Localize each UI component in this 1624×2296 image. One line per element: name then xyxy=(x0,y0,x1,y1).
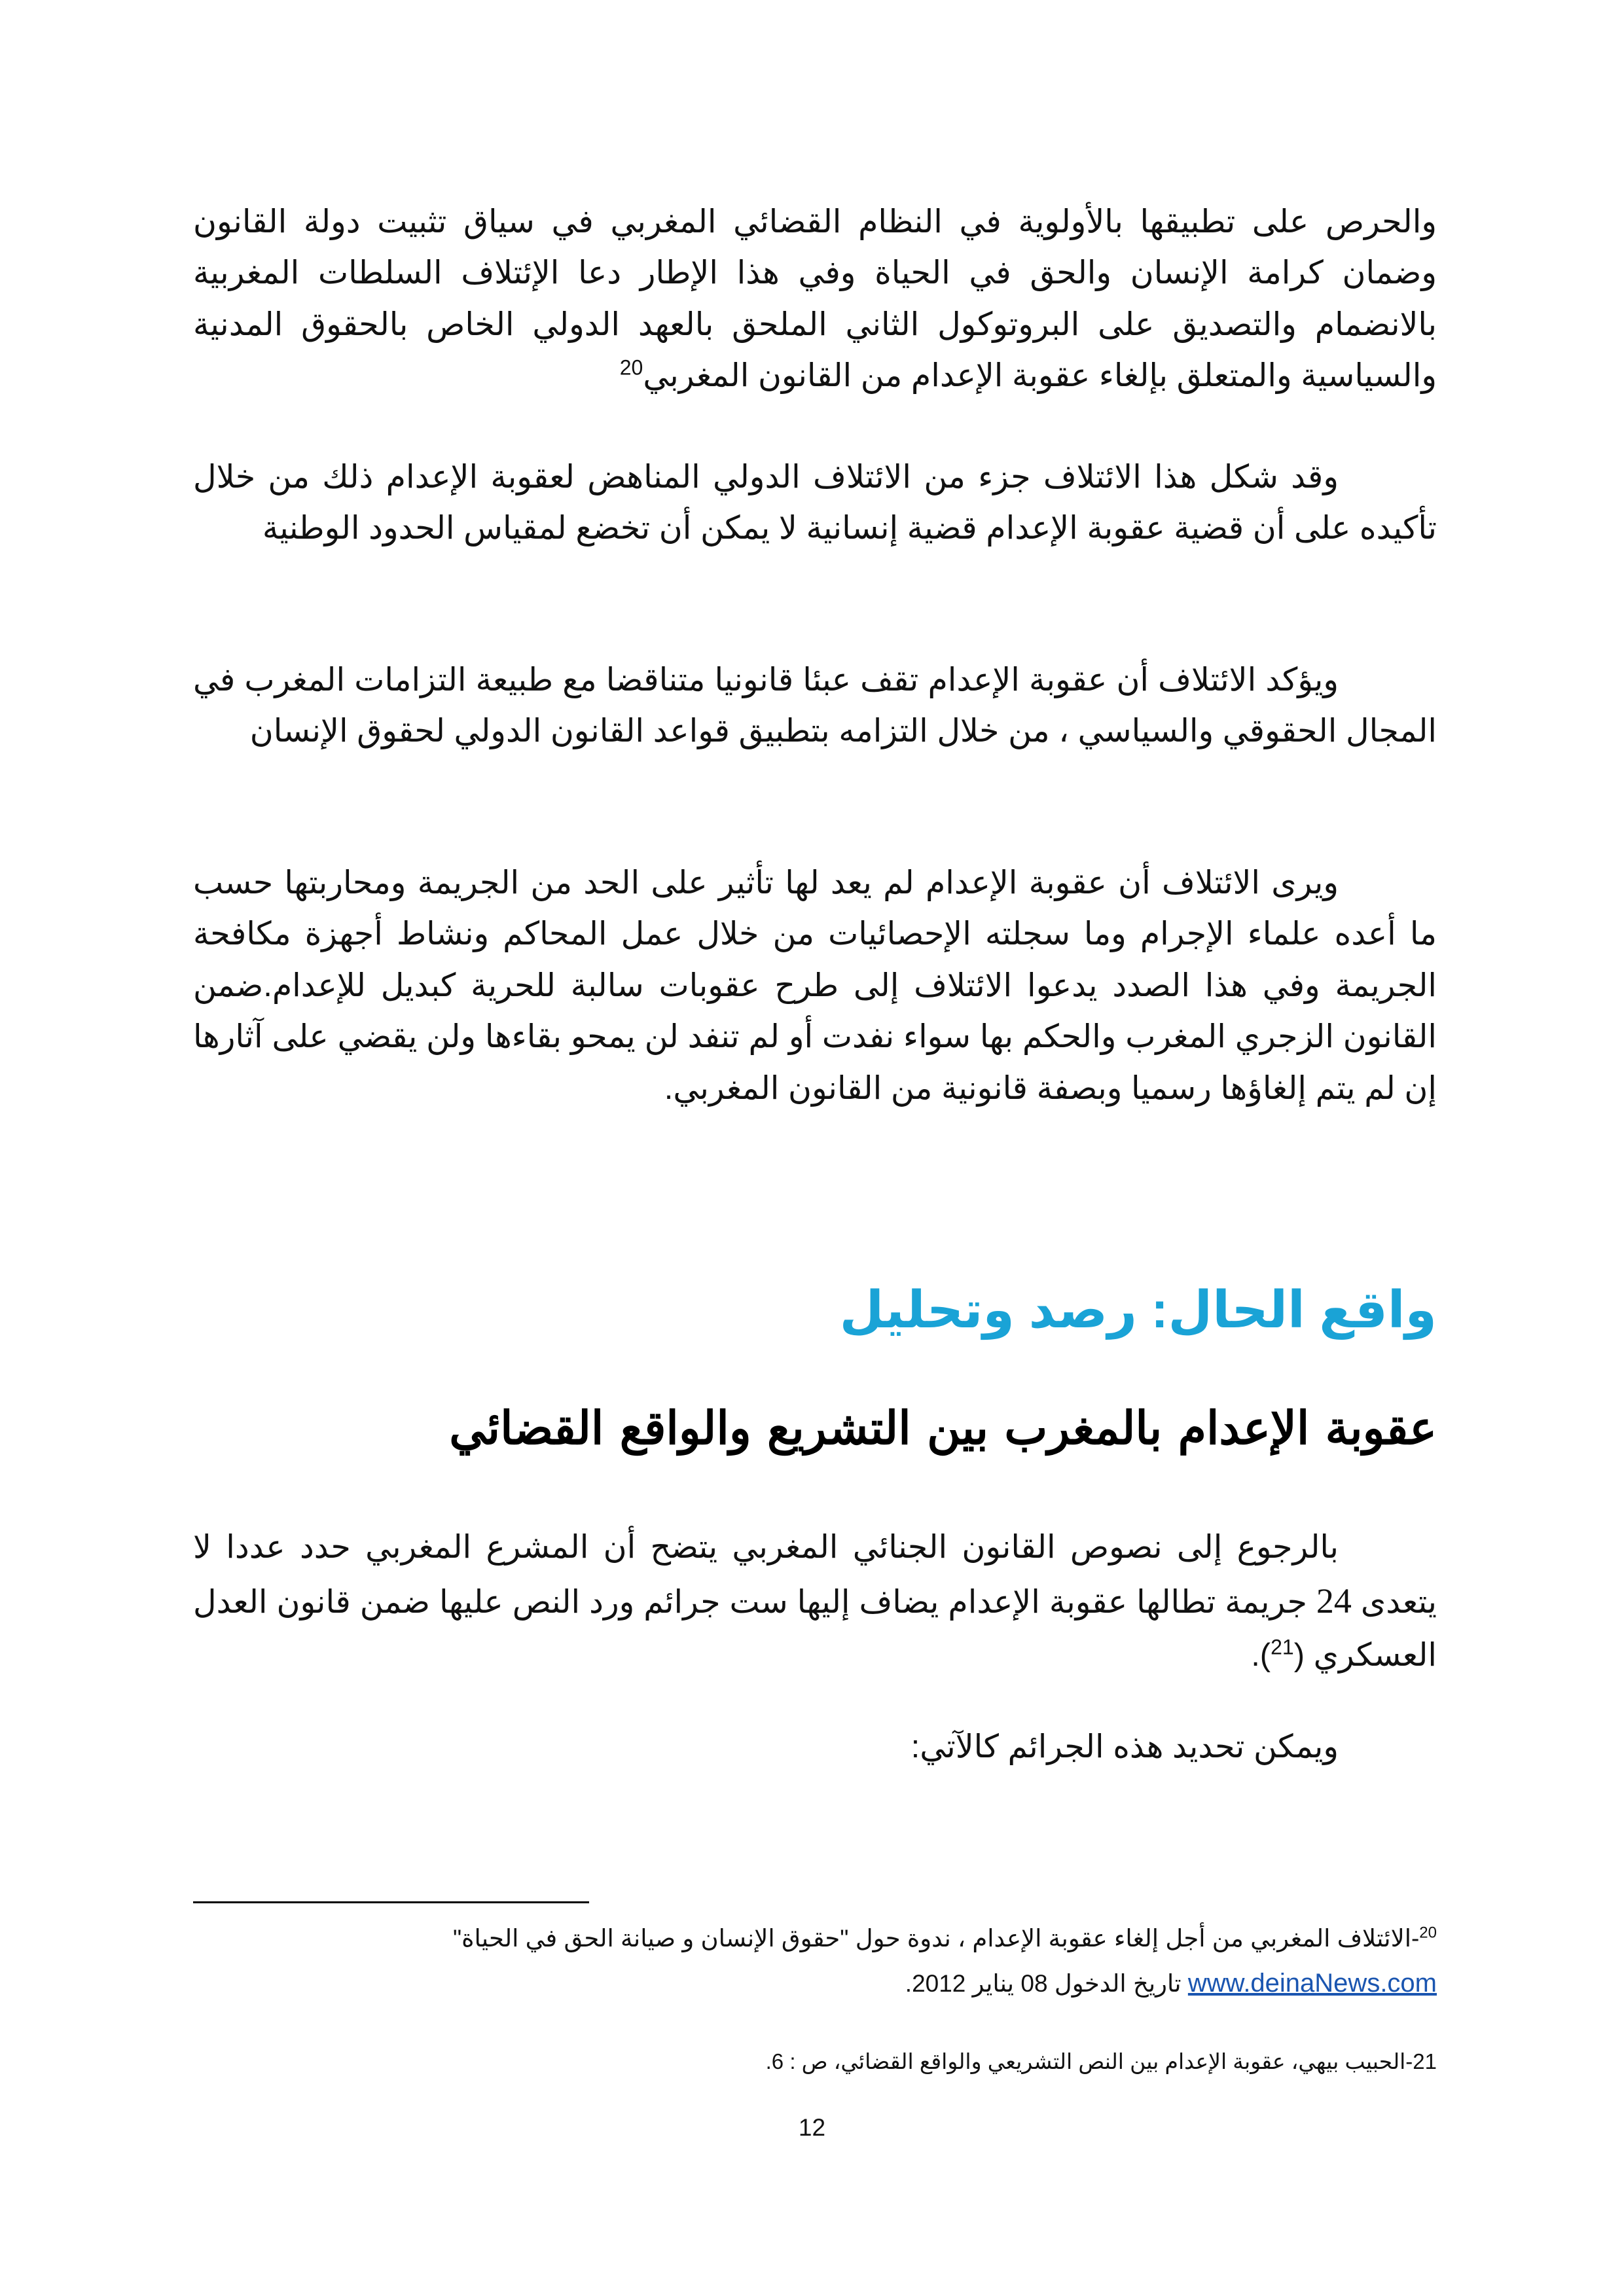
paragraph-5-text-c: ). xyxy=(1251,1637,1271,1673)
footnote-20-date: تاريخ الدخول 08 يناير 2012. xyxy=(905,1969,1182,1997)
paragraph-4 xyxy=(193,857,1437,1114)
paragraph-6-text: ويمكن تحديد هذه الجرائم كالآتي: xyxy=(911,1729,1339,1765)
paragraph-2 xyxy=(193,452,1437,554)
paragraph-3 xyxy=(193,655,1437,757)
section-heading: واقع الحال: رصد وتحليل xyxy=(839,1281,1437,1338)
footnote-20 xyxy=(193,1918,1437,2006)
paragraph-1-text: والحرص على تطبيقها بالأولوية في النظام القضائي المغربي في سياق تثبيت دولة القانون وضمان كرامة الإنسان والحق في الحياة وفي هذا الإطار دعا الإئتلاف السلطات المغربية بالانضمام والتصديق على البروتوكول الثاني الملحق بالعهد الدولي الخاص بالحقوق المدنية والسياسية والمتعلق بإلغاء عقوبة الإعدام من القانون المغربي xyxy=(193,204,1437,394)
paragraph-5 xyxy=(193,1522,1437,1681)
sub-heading-block xyxy=(193,1401,1437,1456)
footnote-20-number: 20 xyxy=(1419,1924,1437,1942)
crime-count: 24 xyxy=(1316,1581,1352,1621)
paragraph-5-text-a: بالرجوع إلى نصوص القانون الجنائي المغربي يتضح أن المشرع المغربي حدد عددا لا يتعدى xyxy=(193,1530,1437,1621)
footnote-21 xyxy=(193,2045,1437,2078)
paragraph-4-text: ويرى الائتلاف أن عقوبة الإعدام لم يعد لها تأثير على الحد من الجريمة ومحاربتها حسب ما أعده علماء الإجرام وما سجلته الإحصائيات من خلال عمل المحاكم ونشاط أجهزة مكافحة الجريمة وفي هذا الصدد يدعوا الائتلاف إلى طرح عقوبات سالبة للحرية كبديل للإعدام.ضمن القانون الزجري المغرب والحكم بها سواء نفدت أو لم تنفد لن يمحو بقاءها ولن يقضي على آثارها إن لم يتم إلغاؤها رسميا وبصفة قانونية من القانون المغربي. xyxy=(193,865,1437,1106)
paragraph-5-text-b: جريمة تطالها عقوبة الإعدام يضاف إليها ست جرائم ورد النص عليها ضمن قانون العدل العسكري ( xyxy=(193,1585,1437,1673)
footnote-ref-20[interactable]: 20 xyxy=(619,355,643,380)
paragraph-1 xyxy=(193,196,1437,402)
footnote-20-text: -الائتلاف المغربي من أجل إلغاء عقوبة الإعدام ، ندوة حول "حقوق الإنسان و صيانة الحق في الحياة" xyxy=(453,1925,1420,1952)
footnote-20-link[interactable]: www.deinaNews.com xyxy=(1187,1968,1437,1998)
paragraph-6 xyxy=(193,1721,1437,1772)
sub-heading: عقوبة الإعدام بالمغرب بين التشريع والواقع القضائي xyxy=(449,1401,1437,1455)
footnote-21-text: 21-الحبيب بيهي، عقوبة الإعدام بين النص التشريعي والواقع القضائي، ص : 6. xyxy=(765,2049,1437,2073)
footnote-ref-21[interactable]: 21 xyxy=(1271,1635,1294,1659)
paragraph-3-text: ويؤكد الائتلاف أن عقوبة الإعدام تقف عبئا قانونيا متناقضا مع طبيعة التزامات المغرب في المجال الحقوقي والسياسي ، من خلال التزامه بتطبيق قواعد القانون الدولي لحقوق الإنسان xyxy=(193,662,1437,749)
section-heading-block xyxy=(193,1280,1437,1341)
page-number: 12 xyxy=(798,2114,826,2141)
footnote-separator xyxy=(193,1901,589,1903)
paragraph-2-text: وقد شكل هذا الائتلاف جزء من الائتلاف الدولي المناهض لعقوبة الإعدام ذلك من خلال تأكيده على أن قضية عقوبة الإعدام قضية إنسانية لا يمكن أن تخضع لمقياس الحدود الوطنية xyxy=(193,459,1437,547)
